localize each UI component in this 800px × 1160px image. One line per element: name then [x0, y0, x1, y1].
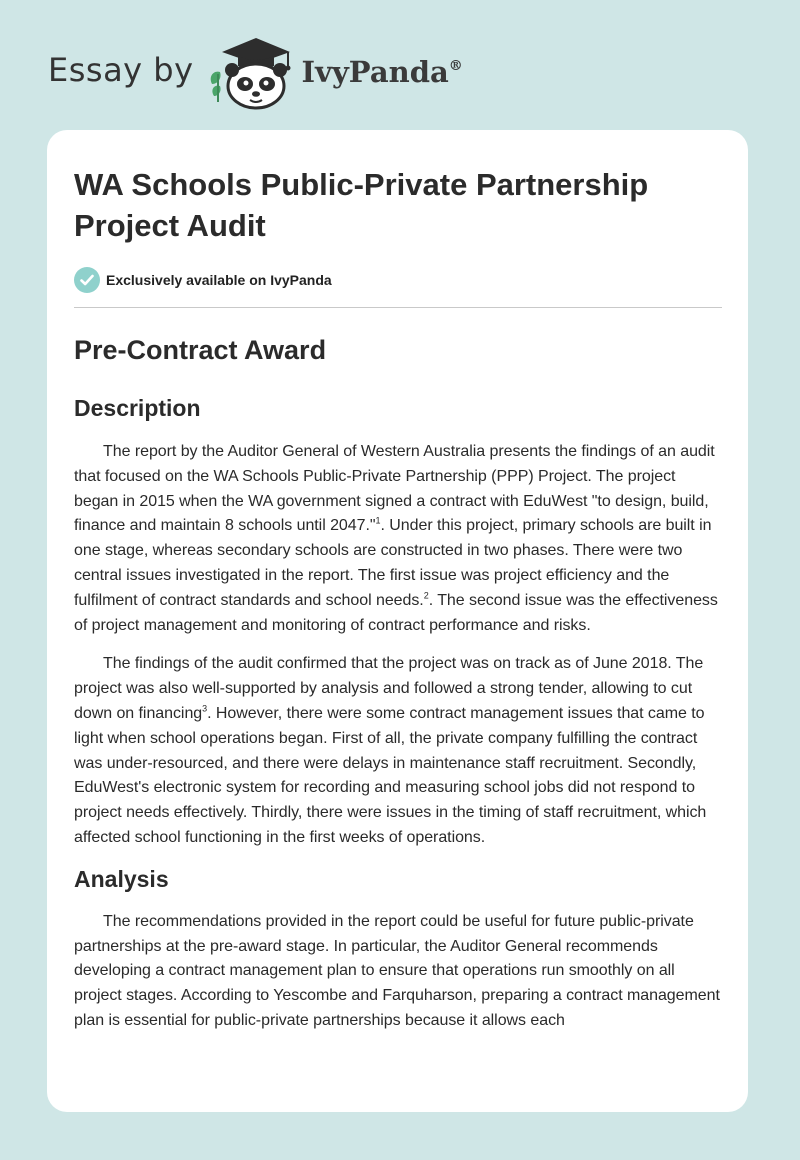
site-header	[48, 30, 463, 110]
description-heading: Description	[74, 395, 201, 421]
divider	[74, 307, 722, 308]
footnote-ref-3[interactable]: 3	[202, 703, 208, 714]
brand-text: IvyPanda	[301, 55, 449, 89]
paragraph-3: The recommendations provided in the report could be useful for future public-private partnerships at the pre-award stage. In particular, the Auditor General recommends developing a contract management plan to ensure that operations run smoothly on all project stages. According to Yescombe and Farquharson, preparing a contract management plan is essential for public-private partnerships because it allows each	[74, 912, 720, 1029]
p1-text-c: . The second issue was the effectiveness of project management and monitoring of contract performance and risks.	[74, 591, 718, 634]
ivypanda-logo-icon[interactable]	[204, 30, 300, 110]
registered-mark: ®	[448, 58, 463, 74]
analysis-heading: Analysis	[74, 865, 169, 892]
paragraph-1	[74, 440, 722, 638]
brand-name[interactable]	[302, 55, 463, 89]
essay-card	[47, 130, 748, 1112]
check-circle-icon	[74, 267, 100, 293]
section-heading: Pre-Contract Award	[74, 335, 327, 365]
p1-text-b: . Under this project, primary schools are built in one stage, whereas secondary schools are constructed in two phases. There were two central issues investigated in the report. The first issue was project efficiency and the fulfilment of contract standards and school needs.	[74, 517, 712, 609]
footnote-ref-2[interactable]: 2	[423, 590, 429, 601]
essay-by-label: Essay by	[48, 51, 194, 89]
page-title: WA Schools Public-Private Partnership Project Audit	[74, 167, 649, 243]
p1-text-a: The report by the Auditor General of Western Australia presents the findings of an audit that focused on the WA Schools Public-Private Partnership (PPP) Project. The project began in 2015 when the WA government signed a contract with EduWest "to design, build, finance and maintain 8 schools until 2047."	[74, 443, 715, 535]
p2-text-a: The findings of the audit confirmed that the project was on track as of June 2018. The project was also well-supported by analysis and followed a strong tender, allowing to cut down on financing	[74, 655, 704, 722]
paragraph-2	[74, 652, 722, 850]
exclusive-badge-label: Exclusively available on IvyPanda	[106, 272, 332, 288]
footnote-ref-1[interactable]: 1	[375, 516, 381, 527]
p2-text-b: . However, there were some contract management issues that came to light when school operations began. First of all, the private company fulfilling the contract was under-resourced, and there were delays in maintenance staff recruitment. Secondly, EduWest's electronic system for recording and measuring school jobs did not respond to project needs effectively. Thirdly, there were issues in the timing of staff recruitment, which affected school functioning in the first weeks of operations.	[74, 704, 707, 846]
exclusive-badge	[74, 266, 722, 294]
